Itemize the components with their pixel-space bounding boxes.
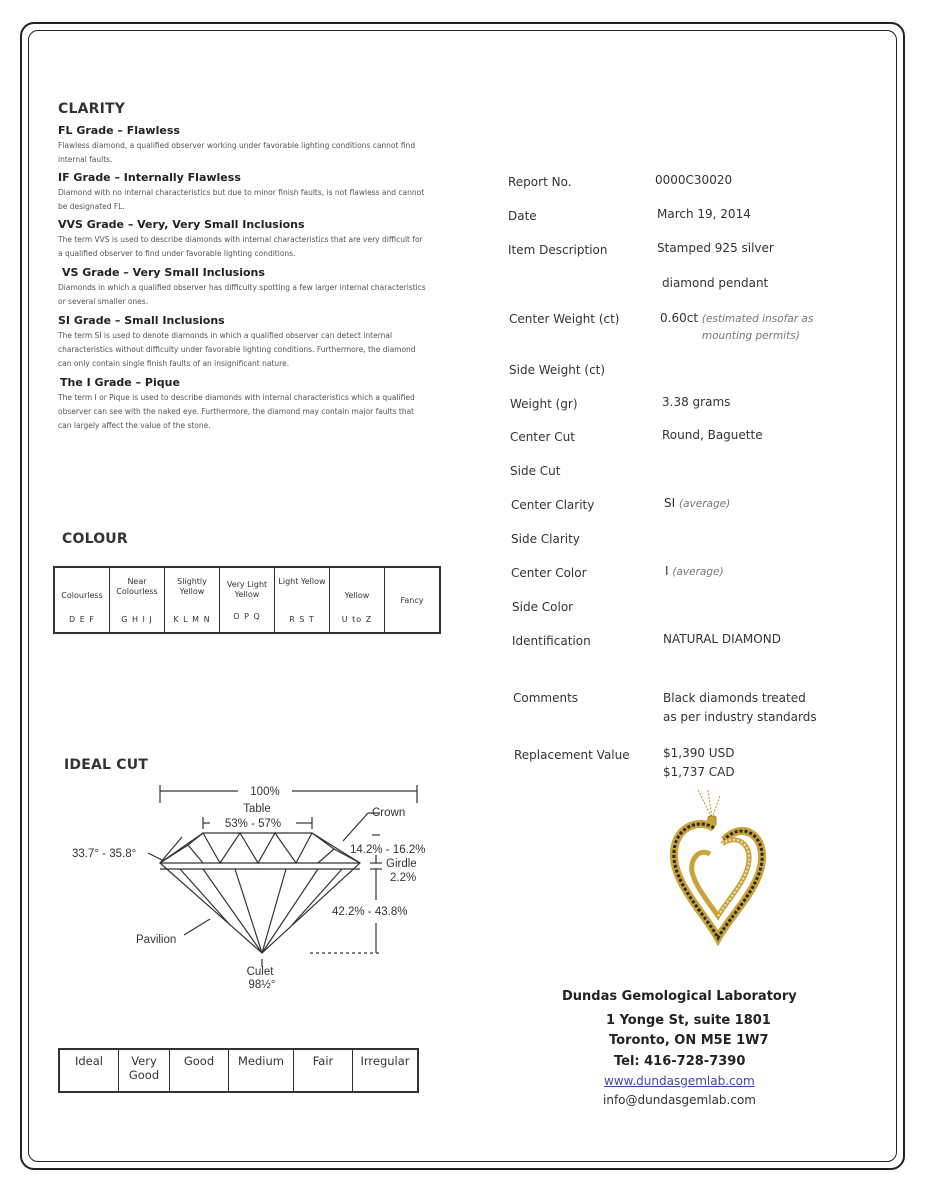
- grade-heading: The I Grade – Pique: [60, 376, 180, 389]
- center-color-value: I (average): [665, 564, 724, 578]
- pavilion-facet: [262, 869, 318, 953]
- center-clarity-note: (average): [678, 498, 731, 510]
- cut-grade-cell: Ideal: [59, 1049, 119, 1092]
- pavilion-label: Pavilion: [136, 934, 177, 946]
- identification-value: NATURAL DIAMOND: [663, 632, 781, 646]
- lab-address-line2: Toronto, ON M5E 1W7: [609, 1033, 769, 1048]
- report-no-label: Report No.: [508, 175, 572, 189]
- report-no-value: 0000C30020: [655, 173, 733, 187]
- grade-heading: SI Grade – Small Inclusions: [58, 314, 225, 327]
- colour-cell-yellow: Yellow U to Z: [330, 567, 385, 633]
- pavilion-facet: [262, 869, 286, 953]
- center-weight-value: 0.60ct (estimated insofar as mounting permits): [660, 311, 852, 345]
- pavilion-depth-label: 42.2% - 43.8%: [332, 906, 408, 918]
- side-color-label: Side Color: [512, 600, 574, 614]
- grade-heading: IF Grade – Internally Flawless: [58, 171, 241, 184]
- colour-scale-table: [53, 566, 441, 634]
- total-width-label: 100%: [250, 786, 280, 798]
- colour-title: COLOUR: [62, 531, 128, 547]
- side-clarity-label: Side Clarity: [511, 532, 580, 546]
- colour-cell-fancy: Fancy: [385, 567, 441, 633]
- replacement-value-label: Replacement Value: [514, 748, 630, 762]
- cut-grade-cell: Very Good: [119, 1049, 170, 1092]
- colour-cell-slightly-yellow: Slightly Yellow K L M N: [165, 567, 220, 633]
- culet-label: Culet: [246, 966, 274, 978]
- center-weight-label: Center Weight (ct): [509, 312, 620, 326]
- crown-label: Crown: [372, 807, 406, 819]
- date-label: Date: [508, 209, 537, 223]
- grade-heading: VVS Grade – Very, Very Small Inclusions: [58, 218, 305, 231]
- grade-text: Diamond with no internal characteristics but due to minor finish faults, is not flawless and cannot be designated FL.: [58, 188, 425, 211]
- colour-cell-very-light-yellow: Very Light Yellow O P Q: [220, 567, 275, 633]
- grade-text: The term VVS is used to describe diamonds with internal characteristics that are very difficult for a qualified observer to find under favorable lighting conditions.: [58, 235, 423, 258]
- grade-heading: FL Grade – Flawless: [58, 124, 180, 137]
- clarity-vvs: [58, 218, 428, 261]
- crown-angle-label: 33.7° - 35.8°: [72, 848, 137, 860]
- colour-cell-light-yellow: Light Yellow R S T: [275, 567, 330, 633]
- replacement-value-cad: $1,737 CAD: [663, 765, 735, 779]
- pavilion-pointer: [184, 919, 210, 935]
- center-color-note: (average): [672, 566, 724, 578]
- culet-value-label: 98½°: [248, 979, 276, 991]
- lab-email: info@dundasgemlab.com: [603, 1093, 756, 1107]
- cut-grade-cell: Irregular: [353, 1049, 419, 1092]
- date-value: March 19, 2014: [657, 207, 751, 221]
- cut-grade-table: [58, 1048, 419, 1093]
- grade-text: The term I or Pique is used to describe diamonds with internal characteristics which a qualified observer can see with the naked eye. Furthermore, the diamond may contain major faults that can largely affect the value of the stone.: [58, 393, 415, 430]
- grade-text: Flawless diamond, a qualified observer working under favorable lighting conditions cannot find internal faults.: [58, 141, 416, 164]
- center-clarity-label: Center Clarity: [511, 498, 595, 512]
- heart-pendant-photo: [660, 788, 780, 948]
- weight-gr-label: Weight (gr): [510, 397, 578, 411]
- ideal-cut-title: IDEAL CUT: [64, 757, 149, 773]
- lab-name: Dundas Gemological Laboratory: [562, 989, 797, 1004]
- replacement-value-usd: $1,390 USD: [663, 746, 735, 760]
- crown-angle-pointer: [148, 853, 164, 861]
- side-weight-label: Side Weight (ct): [509, 363, 606, 377]
- item-description-value-2: diamond pendant: [662, 276, 769, 290]
- pavilion-facet: [203, 869, 262, 953]
- side-cut-label: Side Cut: [510, 464, 561, 478]
- crown-pointer: [343, 813, 368, 841]
- identification-label: Identification: [512, 634, 591, 648]
- lab-address-line1: 1 Yonge St, suite 1801: [606, 1013, 771, 1028]
- grade-text: Diamonds in which a qualified observer has difficulty spotting a few larger internal characteristics or several smaller ones.: [58, 283, 426, 306]
- item-description-label: Item Description: [508, 243, 608, 257]
- colour-cell-colourless: Colourless D E F: [54, 567, 110, 633]
- cut-grade-cell: Good: [170, 1049, 229, 1092]
- crown-star-facets: [203, 833, 312, 863]
- cut-grade-cell: Fair: [294, 1049, 353, 1092]
- crown-height-label: 14.2% - 16.2%: [350, 844, 426, 856]
- girdle-value-label: 2.2%: [390, 872, 417, 884]
- lab-website-link[interactable]: www.dundasgemlab.com: [604, 1074, 755, 1088]
- clarity-si: [58, 314, 428, 371]
- clarity-fl: [58, 124, 428, 167]
- center-cut-label: Center Cut: [510, 430, 575, 444]
- center-clarity-value: SI (average): [664, 496, 731, 510]
- table-range-label: 53% - 57%: [224, 818, 282, 830]
- diamond-proportions-diagram: [60, 775, 460, 995]
- grade-heading: VS Grade – Very Small Inclusions: [62, 266, 265, 279]
- comments-label: Comments: [513, 691, 579, 705]
- lab-telephone: Tel: 416-728-7390: [614, 1054, 746, 1069]
- comments-value: Black diamonds treated as per industry standards: [663, 691, 817, 724]
- crown-facet: [318, 849, 334, 863]
- clarity-i: [58, 376, 428, 433]
- clarity-title: CLARITY: [58, 101, 126, 117]
- grade-text: The term SI is used to denote diamonds in which a qualified observer can detect internal characteristics without difficulty under favorable lighting conditions. Furthermore, the diamond can only contain single finish faults of an insignificant nature.: [58, 331, 416, 368]
- center-cut-value: Round, Baguette: [662, 428, 763, 442]
- item-description-value: Stamped 925 silver: [657, 241, 774, 255]
- table-label: Table: [243, 803, 271, 815]
- colour-cell-near-colourless: Near Colourless G H I J: [110, 567, 165, 633]
- diamond-outline: [160, 833, 360, 953]
- weight-gr-value: 3.38 grams: [662, 395, 731, 409]
- clarity-vs: [58, 266, 428, 309]
- clarity-if: [58, 171, 428, 214]
- crown-facet: [188, 845, 203, 863]
- center-color-label: Center Color: [511, 566, 587, 580]
- girdle-label: Girdle: [386, 858, 417, 870]
- cut-grade-cell: Medium: [229, 1049, 294, 1092]
- center-weight-note: (estimated insofar as mounting permits): [701, 313, 814, 342]
